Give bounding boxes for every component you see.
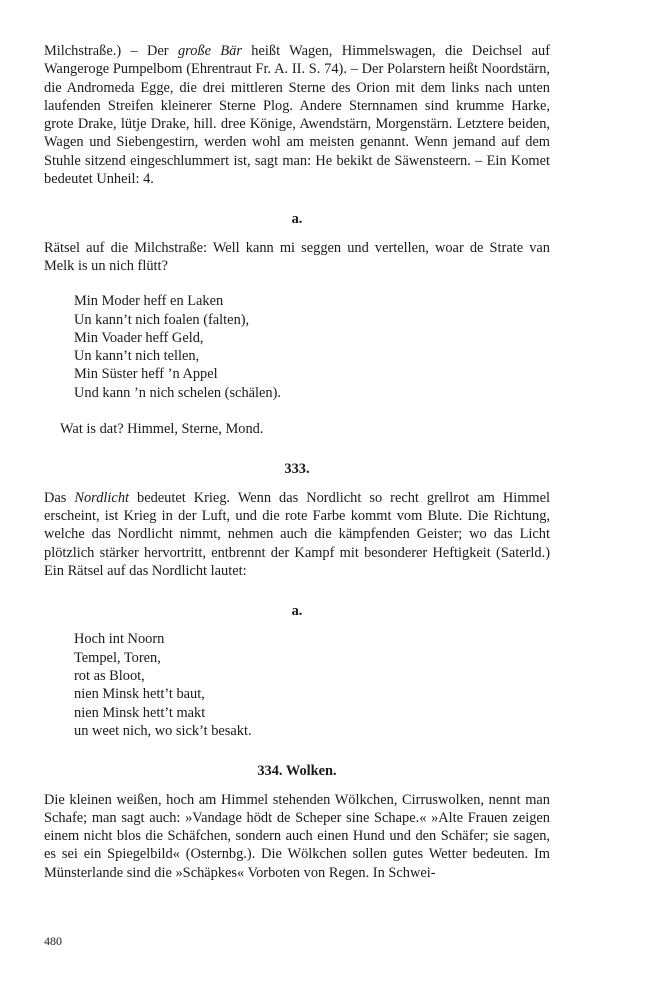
section-a1-text: Rätsel auf die Milchstraße: Well kann mi seggen und vertellen, woar de Strate van Melk is un nich flütt? <box>44 239 550 274</box>
section-333-text-rest: bedeutet Krieg. Wenn das Nordlicht so recht grellrot am Himmel erscheint, ist Krieg in der Luft, und die rote Farbe kommt vom Blute. Die Richtung, welche das Nordlicht nimmt, nehmen auch die kämpfenden Geister; wo das Licht plötzlich stärker hervortritt, entbrennt der Kampf mit besonderer Heftigkeit (Saterld.) Ein Rätsel auf das Nordlicht lautet: <box>44 489 550 579</box>
poem-line: Min Voader heff Geld, <box>74 329 204 346</box>
intro-paragraph <box>44 42 550 188</box>
section-333-emphasis: Nordlicht <box>74 489 130 506</box>
poem-line: Und kann ’n nich schelen (schälen). <box>74 384 281 401</box>
poem-line: Tempel, Toren, <box>74 649 161 666</box>
section-333-text <box>44 489 550 580</box>
poem-line: Min Süster heff ’n Appel <box>74 366 218 383</box>
section-333-heading: 333. <box>284 461 310 478</box>
page-number: 480 <box>44 934 62 948</box>
section-334-text: Die kleinen weißen, hoch am Himmel stehenden Wölkchen, Cirruswolken, nennt man Schafe; man sagt auch: »Vandage hödt de Scheper sine Schape.« »Alte Frauen zeigen einem nicht blos die Schäfchen, sondern auch einen Hund und den Schäfer; sie sagen, es sei ein Spiegelbild« (Osternbg.). Die Wölkchen sollen gutes Wetter bedeuten. Im Münsterlande sind die »Schäpkes« Vorboten von Regen. In Schwei- <box>44 791 550 881</box>
intro-text-rest: heißt Wagen, Himmelswagen, die Deichsel auf Wangeroge Pumpelbom (Ehrentraut Fr. A. II. S. 74). – Der Polarstern heißt Noordstärn, die Andromeda Egge, die drei mittleren Sterne des Orion mit dem links nach unten laufenden Streifen kleinerer Sterne Plog. Andere Sternnamen sind krumme Harke, grote Drake, lütje Drake, hill. dree Könige, Awendstärn, Morgenstärn. Letztere beiden, Wagen und Siebengestirn, werden wohl am meisten genannt. Wenn jemand auf dem Stuhle sitzend eingeschlummert ist, sagt man: He bekikt de Säwensteern. – Ein Komet bedeutet Unheil: 4. <box>44 43 551 188</box>
poem-line: nien Minsk hett’t makt <box>74 704 206 721</box>
section-333-text-start: Das <box>44 489 75 506</box>
poem-line: Un kann’t nich foalen (falten), <box>74 311 250 328</box>
poem-line: un weet nich, wo sick’t besakt. <box>74 722 252 739</box>
section-a1-heading: a. <box>291 211 303 228</box>
poem-line: nien Minsk hett’t baut, <box>74 686 205 703</box>
poem-line: Un kann’t nich tellen, <box>74 348 200 365</box>
section-a1-answer: Wat is dat? Himmel, Sterne, Mond. <box>60 421 264 438</box>
page-body <box>44 42 550 882</box>
poem-line: rot as Bloot, <box>74 668 145 685</box>
intro-emphasis: große Bär <box>177 43 242 59</box>
poem-line: Hoch int Noorn <box>74 631 165 648</box>
poem-line: Min Moder heff en Laken <box>74 293 224 310</box>
section-a1-poem <box>44 292 550 402</box>
section-a2-poem <box>44 630 550 740</box>
section-334-heading: 334. Wolken. <box>257 763 337 780</box>
section-a2-heading: a. <box>291 603 303 620</box>
intro-text-start: Milchstraße.) – Der <box>44 43 178 59</box>
